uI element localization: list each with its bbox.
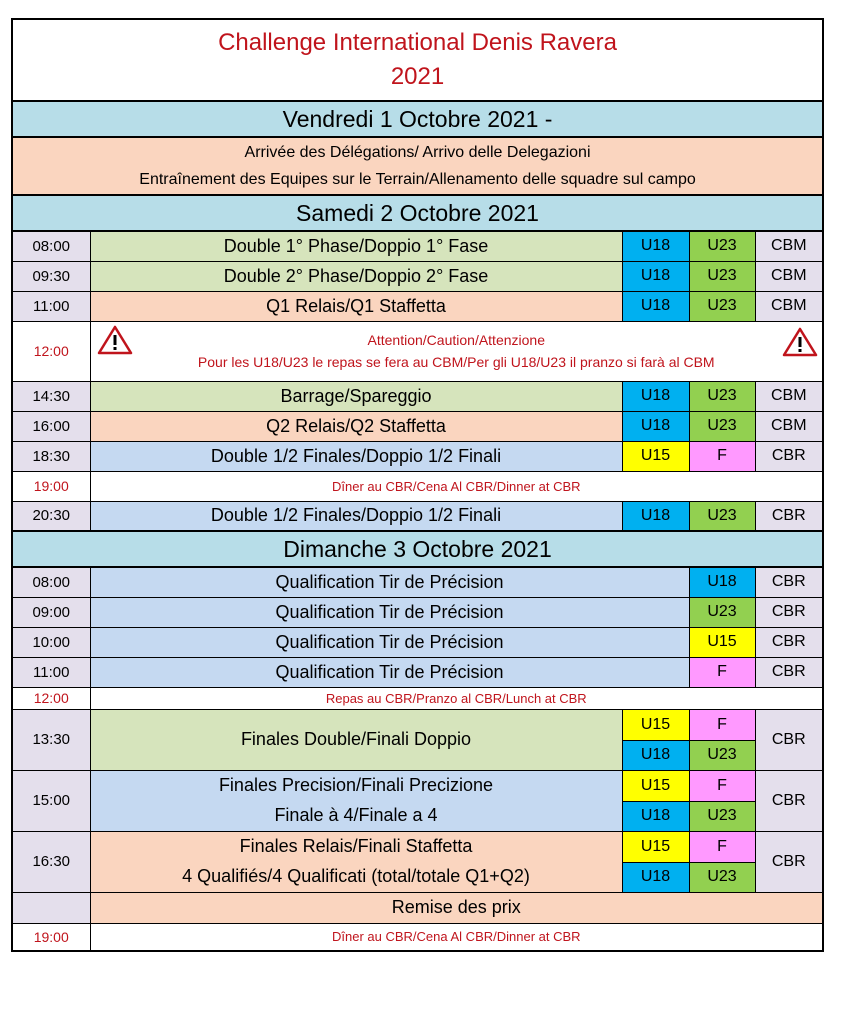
caution-title: Attention/Caution/Attenzione xyxy=(367,332,545,348)
warning-icon xyxy=(97,325,133,355)
row-location: CBR xyxy=(755,709,823,770)
day-header-saturday xyxy=(12,195,823,231)
category-badge: U23 xyxy=(689,381,755,411)
dinner-note: Dîner au CBR/Cena Al CBR/Dinner at CBR xyxy=(90,923,823,951)
warning-icon xyxy=(782,327,818,357)
day-header-friday xyxy=(12,101,823,137)
page-title: Challenge International Denis Ravera xyxy=(218,29,617,56)
row-time: 15:00 xyxy=(12,770,90,831)
row-event: Q2 Relais/Q2 Staffetta xyxy=(90,411,622,441)
category-badge: U23 xyxy=(689,231,755,261)
row-location: CBM xyxy=(755,231,823,261)
row-location: CBR xyxy=(755,597,823,627)
row-event: Double 1/2 Finales/Doppio 1/2 Finali xyxy=(90,441,622,471)
row-time: 09:30 xyxy=(12,261,90,291)
category-badge: U18 xyxy=(622,740,689,770)
awards-label: Remise des prix xyxy=(90,892,823,923)
row-time: 16:00 xyxy=(12,411,90,441)
saturday-title: Samedi 2 Octobre 2021 xyxy=(12,195,823,231)
table-row xyxy=(12,441,823,471)
title-cell xyxy=(12,19,823,101)
row-event: Finales Precision/Finali Precizione xyxy=(90,770,622,801)
friday-info xyxy=(12,137,823,195)
category-badge: U23 xyxy=(689,291,755,321)
category-badge: U23 xyxy=(689,801,755,831)
category-badge: U18 xyxy=(622,411,689,441)
row-event: Double 2° Phase/Doppio 2° Fase xyxy=(90,261,622,291)
category-badge: U15 xyxy=(622,831,689,862)
row-location: CBM xyxy=(755,411,823,441)
row-time: 20:30 xyxy=(12,501,90,531)
category-badge: U23 xyxy=(689,411,755,441)
row-event: Double 1° Phase/Doppio 1° Fase xyxy=(90,231,622,261)
category-badge: U23 xyxy=(689,261,755,291)
category-badge: U23 xyxy=(689,740,755,770)
row-time: 16:30 xyxy=(12,831,90,892)
row-time: 18:30 xyxy=(12,441,90,471)
category-badge: U18 xyxy=(622,261,689,291)
category-badge: U23 xyxy=(689,862,755,892)
row-location: CBR xyxy=(755,501,823,531)
friday-line-1: Arrivée des Délégations/ Arrivo delle Delegazioni xyxy=(244,144,591,161)
friday-info-row xyxy=(12,137,823,195)
caution-time: 12:00 xyxy=(12,321,90,381)
category-badge: F xyxy=(689,831,755,862)
table-row xyxy=(12,291,823,321)
caution-text: Pour les U18/U23 le repas se fera au CBM/Per gli U18/U23 il pranzo si farà al CBM xyxy=(197,354,715,370)
row-event: Qualification Tir de Précision xyxy=(90,627,689,657)
dinner-note: Dîner au CBR/Cena Al CBR/Dinner at CBR xyxy=(90,471,823,501)
schedule-table xyxy=(11,18,824,952)
row-time: 11:00 xyxy=(12,657,90,687)
row-time: 08:00 xyxy=(12,567,90,597)
row-location: CBR xyxy=(755,831,823,892)
row-location: CBM xyxy=(755,291,823,321)
day-header-sunday xyxy=(12,531,823,567)
friday-line-2: Entraînement des Equipes sur le Terrain/Allenamento delle squadre sul campo xyxy=(139,171,696,188)
row-event: Qualification Tir de Précision xyxy=(90,657,689,687)
table-row xyxy=(12,831,823,862)
row-event: Qualification Tir de Précision xyxy=(90,597,689,627)
row-time: 09:00 xyxy=(12,597,90,627)
row-time: 10:00 xyxy=(12,627,90,657)
category-badge: U18 xyxy=(622,501,689,531)
table-row xyxy=(12,567,823,597)
table-row xyxy=(12,709,823,740)
row-event: Finales Double/Finali Doppio xyxy=(90,709,622,770)
table-row xyxy=(12,801,823,831)
category-badge: U18 xyxy=(622,862,689,892)
row-time: 11:00 xyxy=(12,291,90,321)
dinner-time: 19:00 xyxy=(12,471,90,501)
awards-row xyxy=(12,892,823,923)
row-location: CBR xyxy=(755,657,823,687)
category-badge: U18 xyxy=(689,567,755,597)
row-event: Q1 Relais/Q1 Staffetta xyxy=(90,291,622,321)
row-location: CBR xyxy=(755,770,823,831)
category-badge: U18 xyxy=(622,231,689,261)
dinner-row xyxy=(12,923,823,951)
row-event-subtitle: 4 Qualifiés/4 Qualificati (total/totale Q1+Q2) xyxy=(90,862,622,892)
row-location: CBR xyxy=(755,567,823,597)
category-badge: F xyxy=(689,441,755,471)
row-event: Qualification Tir de Précision xyxy=(90,567,689,597)
category-badge: U15 xyxy=(622,709,689,740)
category-badge: F xyxy=(689,657,755,687)
lunch-note: Repas au CBR/Pranzo al CBR/Lunch at CBR xyxy=(90,687,823,709)
lunch-row xyxy=(12,687,823,709)
row-time: 14:30 xyxy=(12,381,90,411)
title-row xyxy=(12,19,823,101)
dinner-row xyxy=(12,471,823,501)
table-row xyxy=(12,261,823,291)
page-year: 2021 xyxy=(390,63,445,90)
dinner-time: 19:00 xyxy=(12,923,90,951)
row-time: 13:30 xyxy=(12,709,90,770)
table-row xyxy=(12,862,823,892)
awards-time-empty xyxy=(12,892,90,923)
row-location: CBM xyxy=(755,381,823,411)
category-badge: U18 xyxy=(622,801,689,831)
table-row xyxy=(12,657,823,687)
row-location: CBR xyxy=(755,441,823,471)
category-badge: U15 xyxy=(622,441,689,471)
row-event: Finales Relais/Finali Staffetta xyxy=(90,831,622,862)
category-badge: U18 xyxy=(622,291,689,321)
table-row xyxy=(12,231,823,261)
friday-title: Vendredi 1 Octobre 2021 - xyxy=(12,101,823,137)
row-event-subtitle: Finale à 4/Finale a 4 xyxy=(90,801,622,831)
row-event: Barrage/Spareggio xyxy=(90,381,622,411)
table-row xyxy=(12,770,823,801)
category-badge: U23 xyxy=(689,597,755,627)
category-badge: F xyxy=(689,709,755,740)
table-row xyxy=(12,381,823,411)
category-badge: U15 xyxy=(689,627,755,657)
row-time: 08:00 xyxy=(12,231,90,261)
caution-row xyxy=(12,321,823,381)
row-location: CBM xyxy=(755,261,823,291)
table-row xyxy=(12,627,823,657)
category-badge: U23 xyxy=(689,501,755,531)
table-row xyxy=(12,597,823,627)
category-badge: U18 xyxy=(622,381,689,411)
category-badge: U15 xyxy=(622,770,689,801)
row-location: CBR xyxy=(755,627,823,657)
table-row xyxy=(12,411,823,441)
table-row xyxy=(12,501,823,531)
category-badge: F xyxy=(689,770,755,801)
sunday-title: Dimanche 3 Octobre 2021 xyxy=(12,531,823,567)
row-event: Double 1/2 Finales/Doppio 1/2 Finali xyxy=(90,501,622,531)
caution-cell xyxy=(90,321,823,381)
lunch-time: 12:00 xyxy=(12,687,90,709)
